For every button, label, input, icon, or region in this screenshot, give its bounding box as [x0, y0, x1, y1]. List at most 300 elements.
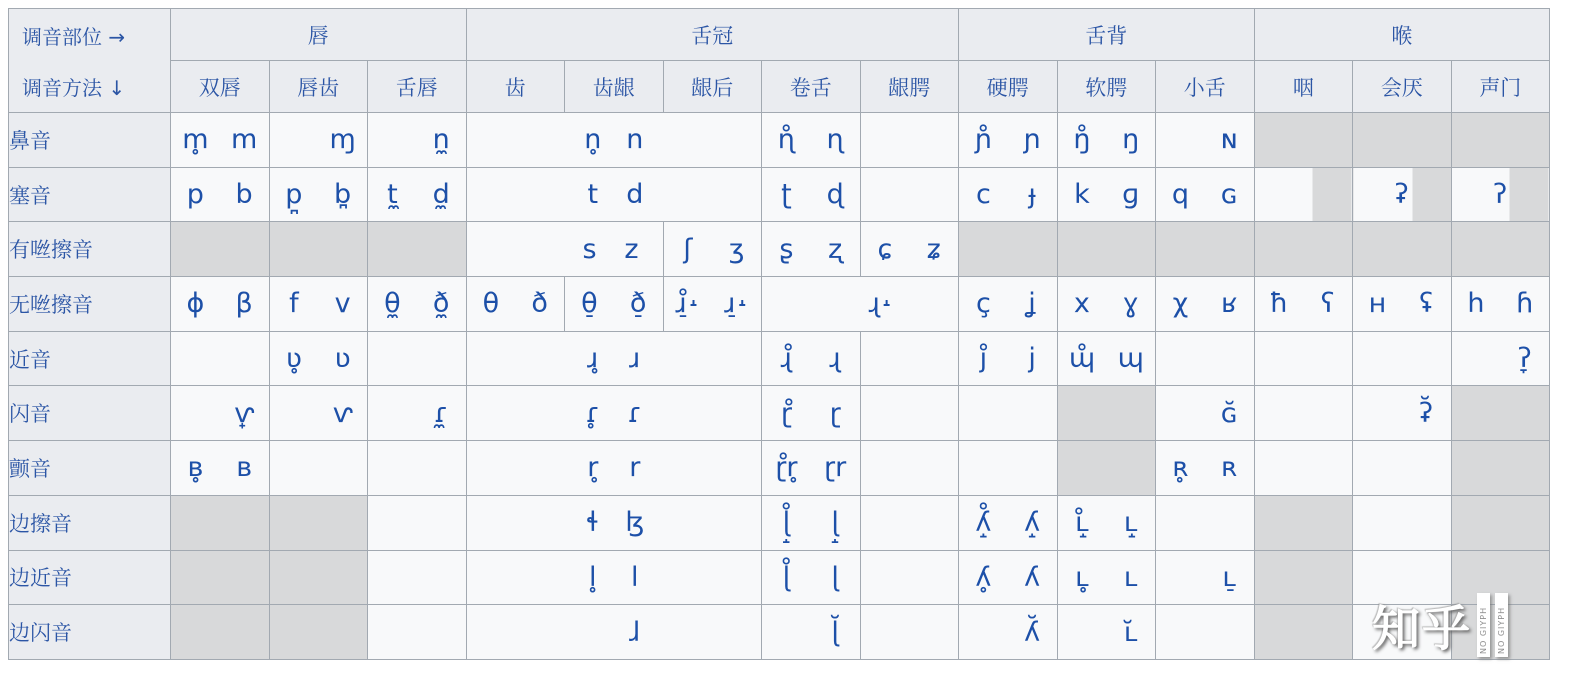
ipa-symbol[interactable]: f [289, 288, 299, 320]
ipa-symbol[interactable]: ɳ [826, 124, 844, 156]
ipa-symbol[interactable]: ʙ̥ [187, 452, 204, 484]
place-header [663, 61, 762, 113]
voiceless-slot [171, 124, 220, 155]
place-group-header [959, 9, 1255, 61]
voiced-slot [417, 398, 466, 429]
zhihu-logo-text: 知乎 [1372, 601, 1473, 657]
table-body [9, 113, 1550, 660]
ipa-symbol[interactable]: k [1074, 179, 1090, 210]
ipa-symbol[interactable]: ɳ̊ [777, 124, 796, 156]
ipa-symbol[interactable]: ð̠ [629, 288, 647, 320]
ipa-cell [171, 441, 270, 496]
voiceless-slot [270, 343, 319, 374]
ipa-symbol[interactable]: n̼ [432, 124, 450, 156]
ipa-symbol[interactable]: ɻ̊ [780, 343, 792, 375]
voiceless-slot [1156, 179, 1205, 210]
ipa-cell [466, 495, 762, 550]
ipa-cell [1156, 167, 1255, 222]
ipa-symbol[interactable]: ɴ [1220, 124, 1238, 156]
voiceless-slot [664, 234, 713, 265]
ipa-symbol[interactable]: β [235, 288, 253, 320]
ipa-symbol[interactable]: ʎ̆ [1024, 616, 1041, 648]
ipa-cell [368, 605, 467, 660]
voiceless-slot [861, 234, 910, 265]
ipa-symbol[interactable]: d̼ [432, 179, 450, 210]
voiceless-slot [959, 343, 1008, 374]
voiced-slot [1008, 507, 1057, 538]
voiceless-slot [1058, 507, 1107, 538]
ipa-symbol[interactable]: m̥ [182, 124, 209, 156]
ipa-symbol[interactable]: p [186, 179, 204, 210]
place-group-link[interactable]: 唇 [307, 23, 329, 48]
ipa-cell [171, 331, 270, 386]
ipa-cell [762, 277, 959, 332]
voiceless-slot [171, 179, 220, 210]
place-link[interactable]: 齿 [504, 75, 526, 100]
ipa-cell [860, 386, 959, 441]
ipa-cell [1254, 441, 1353, 496]
ipa-cell [368, 386, 467, 441]
ipa-cell [1156, 113, 1255, 168]
ipa-symbol[interactable]: ʋ̥ [285, 343, 302, 375]
ipa-cell [466, 386, 762, 441]
ipa-symbol[interactable]: b̪ [334, 179, 352, 210]
ipa-cell [466, 441, 762, 496]
ipa-cell [368, 222, 467, 277]
place-link[interactable]: 龈腭 [888, 75, 931, 100]
place-header [565, 61, 664, 113]
zhihu-watermark-strip-2: NO GIYPH [1495, 593, 1508, 657]
voiced-slot [1106, 124, 1155, 155]
ipa-symbol[interactable]: ɭ̝̊ [782, 507, 791, 539]
ipa-symbol[interactable]: ʋ [334, 343, 351, 375]
ipa-symbol[interactable]: ɹ̠̊˔ [675, 288, 701, 320]
ipa-symbol[interactable]: ʝ [1028, 288, 1037, 320]
ipa-cell [368, 277, 467, 332]
ipa-cell [1057, 441, 1156, 496]
ipa-symbol[interactable]: χ [1172, 288, 1189, 320]
ipa-symbol[interactable]: t [587, 179, 599, 210]
ipa-cell [762, 331, 861, 386]
manner-row [9, 113, 1550, 168]
ipa-symbol[interactable]: p̪ [285, 179, 303, 210]
ipa-symbol[interactable]: j [1028, 343, 1036, 375]
ipa-cell [762, 386, 861, 441]
ipa-symbol[interactable]: ɺ [629, 616, 641, 648]
ipa-symbol[interactable]: ʢ [1419, 288, 1434, 320]
ipa-cell [1353, 222, 1452, 277]
ipa-symbol[interactable]: d [626, 179, 644, 210]
place-group-header [171, 9, 467, 61]
ipa-symbol[interactable]: ʒ [728, 233, 745, 265]
ipa-cell [1156, 331, 1255, 386]
ipa-cell [368, 167, 467, 222]
ipa-symbol[interactable]: ɽ̊r̥ [775, 452, 798, 484]
voiced-slot [1106, 288, 1155, 319]
ipa-cell [1451, 277, 1550, 332]
voiceless-slot [762, 124, 811, 155]
ipa-symbol[interactable]: ʡ [1394, 179, 1409, 210]
ipa-symbol[interactable]: ʔ [1493, 179, 1508, 210]
place-header [269, 61, 368, 113]
ipa-cell [269, 386, 368, 441]
ipa-cell [1451, 386, 1550, 441]
ipa-symbol[interactable]: l [631, 561, 639, 593]
ipa-symbol[interactable]: ʐ [828, 233, 843, 265]
ipa-cell [1353, 495, 1452, 550]
voiced-slot [811, 398, 860, 429]
manner-link[interactable]: 边擦音 [9, 511, 72, 536]
ipa-symbol[interactable]: ɾ̼ [433, 397, 449, 429]
place-link[interactable]: 咽 [1292, 75, 1314, 100]
ipa-cell [171, 605, 270, 660]
place-group-link[interactable]: 喉 [1391, 23, 1413, 48]
ipa-cell [565, 277, 664, 332]
ipa-cell [762, 495, 861, 550]
voiceless-slot [1058, 562, 1107, 593]
ipa-cell [1451, 222, 1550, 277]
place-link[interactable]: 硬腭 [986, 75, 1029, 100]
ipa-symbol[interactable]: ɻ˔ [868, 288, 894, 320]
manner-row [9, 222, 1550, 277]
ipa-symbol[interactable]: ʜ [1368, 288, 1387, 320]
voiced-slot [318, 124, 367, 155]
voiced-slot [1106, 507, 1155, 538]
place-link[interactable]: 舌唇 [395, 75, 438, 100]
voiced-slot [1008, 288, 1057, 319]
ipa-symbol[interactable]: θ̼ [384, 288, 401, 320]
ipa-symbol[interactable]: q [1171, 179, 1189, 210]
manner-link[interactable]: 颤音 [9, 456, 51, 481]
ipa-cell [269, 167, 368, 222]
ipa-cell [860, 605, 959, 660]
ipa-cell [1254, 550, 1353, 605]
ipa-cell [171, 495, 270, 550]
ipa-symbol[interactable]: n [626, 124, 644, 156]
ipa-symbol[interactable]: ð [531, 288, 548, 320]
voiced-slot [811, 124, 860, 155]
voiced-slot [909, 234, 958, 265]
ipa-symbol[interactable]: ʟ̆ [1123, 616, 1138, 648]
voiced-slot [1008, 343, 1057, 374]
manner-row [9, 331, 1550, 386]
place-header [762, 61, 861, 113]
ipa-symbol[interactable]: ɾ̥ [585, 397, 600, 429]
ipa-symbol[interactable]: ʙ [236, 452, 252, 484]
ipa-consonant-table [8, 8, 1550, 660]
ipa-symbol[interactable]: ʂ [779, 233, 794, 265]
ipa-symbol[interactable]: ʃ [683, 233, 693, 265]
ipa-symbol[interactable]: v [334, 288, 351, 320]
voiceless-slot [270, 288, 319, 319]
ipa-cell [1353, 113, 1452, 168]
ipa-symbol[interactable]: h [1467, 288, 1485, 320]
manner-header [9, 550, 171, 605]
ipa-symbol[interactable]: ɬ [586, 507, 600, 539]
manner-link[interactable]: 近音 [9, 347, 51, 372]
ipa-symbol[interactable]: ɢ̆ [1220, 397, 1238, 429]
ipa-cell [762, 605, 861, 660]
ipa-symbol[interactable]: ɽ̊ [780, 397, 792, 429]
ipa-cell [959, 167, 1058, 222]
manner-link[interactable]: 有咝擦音 [9, 238, 93, 263]
ipa-cell [959, 277, 1058, 332]
place-link[interactable]: 唇齿 [297, 75, 340, 100]
ipa-symbol[interactable]: ʟ̥ [1075, 561, 1089, 593]
voiceless-slot [959, 562, 1008, 593]
ipa-cell [762, 441, 861, 496]
voiceless-slot [1058, 288, 1107, 319]
ipa-symbol[interactable]: ɽr [824, 452, 847, 484]
ipa-cell [1451, 441, 1550, 496]
ipa-cell [1156, 441, 1255, 496]
ipa-symbol[interactable]: ɭ̆ [831, 616, 839, 648]
place-group-link[interactable]: 舌背 [1085, 23, 1128, 48]
ipa-symbol[interactable]: ɣ [1122, 288, 1139, 320]
place-header [1353, 61, 1452, 113]
ipa-symbol[interactable]: ɡ [1122, 179, 1140, 210]
voiceless-slot [171, 288, 220, 319]
ipa-symbol[interactable]: ɭ̊ [782, 561, 791, 593]
ipa-cell [1254, 277, 1353, 332]
ipa-symbol[interactable]: ʔ̞ [1517, 343, 1532, 375]
ipa-cell [860, 167, 959, 222]
ipa-cell [171, 277, 270, 332]
ipa-symbol[interactable]: ɾ [627, 397, 642, 429]
ipa-symbol[interactable]: ʎ [1024, 561, 1041, 593]
ipa-cell [959, 331, 1058, 386]
ipa-cell [1156, 550, 1255, 605]
ipa-symbol[interactable]: m [230, 124, 258, 156]
voiced-slot [1008, 562, 1057, 593]
ipa-cell [1156, 222, 1255, 277]
place-group-header [466, 9, 959, 61]
manner-link[interactable]: 鼻音 [9, 128, 51, 153]
place-link[interactable]: 龈后 [691, 75, 734, 100]
voiced-slot [1402, 288, 1451, 319]
ipa-symbol[interactable]: ʎ̝ [1024, 507, 1041, 539]
ipa-cell [663, 277, 762, 332]
ipa-symbol[interactable]: ʀ [1221, 452, 1238, 484]
ipa-cell [1254, 605, 1353, 660]
ipa-symbol[interactable]: ⱱ̟ [234, 397, 255, 429]
ipa-cell [1156, 386, 1255, 441]
ipa-symbol[interactable]: x [1073, 288, 1090, 320]
voiceless-slot [1255, 288, 1304, 319]
manner-row [9, 550, 1550, 605]
ipa-symbol[interactable]: ɸ [186, 288, 205, 320]
ipa-cell [269, 277, 368, 332]
ipa-symbol[interactable]: ɰ [1117, 343, 1144, 375]
manner-header [9, 113, 171, 168]
ipa-cell [466, 550, 762, 605]
ipa-symbol[interactable]: ɮ [625, 507, 645, 539]
ipa-cell [959, 550, 1058, 605]
voiced-slot [1303, 288, 1352, 319]
ipa-symbol[interactable]: ɟ [1028, 179, 1036, 210]
ipa-cell [1057, 495, 1156, 550]
ipa-cell [269, 113, 368, 168]
ipa-cell [466, 222, 663, 277]
ipa-symbol[interactable]: ɽ [829, 397, 841, 429]
ipa-cell [1057, 167, 1156, 222]
voiced-slot [220, 452, 269, 483]
ipa-symbol[interactable]: ʕ [1320, 288, 1335, 320]
ipa-symbol[interactable]: ɢ [1220, 179, 1238, 210]
voiced-slot [811, 452, 860, 483]
ipa-symbol[interactable]: ʁ [1221, 288, 1238, 320]
ipa-symbol[interactable]: ŋ [1122, 124, 1140, 156]
voiced-slot [515, 288, 564, 319]
ipa-cell [1254, 113, 1353, 168]
voiced-slot [1106, 617, 1155, 648]
ipa-symbol[interactable]: ɖ [826, 179, 844, 210]
ipa-cell [1156, 277, 1255, 332]
voiceless-slot [1156, 288, 1205, 319]
ipa-symbol[interactable]: b [235, 179, 253, 210]
ipa-symbol[interactable]: ç [975, 288, 991, 320]
corner-header-text: 调音方法 ↓ [22, 75, 126, 100]
place-link[interactable]: 会厌 [1380, 75, 1423, 100]
voiced-slot [811, 179, 860, 210]
ipa-symbol[interactable]: t̼ [387, 179, 398, 210]
voiced-slot [1008, 124, 1057, 155]
voiced-slot [220, 124, 269, 155]
place-link[interactable]: 卷舌 [789, 75, 832, 100]
ipa-symbol[interactable]: ð̼ [432, 288, 450, 320]
ipa-symbol[interactable]: s [582, 233, 597, 265]
ipa-cell [860, 441, 959, 496]
ipa-symbol[interactable]: ʎ̥ [975, 561, 992, 593]
ipa-symbol[interactable]: ɹ̠˔ [724, 288, 749, 320]
manner-link[interactable]: 无咝擦音 [9, 292, 93, 317]
ipa-cell [1057, 386, 1156, 441]
ipa-symbol[interactable]: l̥ [589, 561, 597, 593]
place-link[interactable]: 声门 [1479, 75, 1522, 100]
ipa-symbol[interactable]: ʈ [781, 179, 792, 210]
manner-header [9, 386, 171, 441]
voiceless-slot [1156, 452, 1205, 483]
ipa-symbol[interactable]: ɲ̊ [974, 124, 993, 156]
place-header [1254, 61, 1353, 113]
ipa-symbol[interactable]: ɹ̥ [587, 343, 599, 375]
voiceless-slot [1058, 179, 1107, 210]
place-group-header [1254, 9, 1550, 61]
ipa-symbol[interactable]: ŋ̊ [1073, 124, 1091, 156]
manner-row [9, 605, 1550, 660]
manner-link[interactable]: 边闪音 [9, 621, 72, 646]
voiced-slot [318, 179, 367, 210]
place-header [368, 61, 467, 113]
ipa-symbol[interactable]: ɰ̊ [1068, 343, 1096, 375]
ipa-cell [466, 167, 762, 222]
ipa-symbol[interactable]: ɻ [829, 343, 841, 375]
ipa-symbol[interactable]: r [629, 452, 641, 484]
voiceless-slot [762, 452, 811, 483]
ipa-symbol[interactable]: ʟ̝̊ [1075, 507, 1089, 539]
manner-link[interactable]: 闪音 [9, 402, 51, 427]
place-group-link[interactable]: 舌冠 [691, 23, 734, 48]
ipa-cell [1254, 331, 1353, 386]
ipa-cell [171, 222, 270, 277]
ipa-symbol[interactable]: z [624, 233, 639, 265]
voiced-slot [220, 288, 269, 319]
manner-header [9, 605, 171, 660]
ipa-cell [171, 167, 270, 222]
place-link[interactable]: 齿龈 [592, 75, 635, 100]
ipa-symbol[interactable]: ɱ [329, 124, 356, 156]
ipa-symbol[interactable]: ʡ̆ [1419, 397, 1434, 429]
place-link[interactable]: 小舌 [1183, 75, 1226, 100]
ipa-symbol[interactable]: ɹ [629, 343, 641, 375]
ipa-symbol[interactable]: r̥ [587, 452, 599, 484]
ipa-symbol[interactable]: ʀ̥ [1172, 452, 1189, 484]
voiceless-slot [959, 179, 1008, 210]
ipa-cell [1156, 605, 1255, 660]
ipa-cell [1254, 167, 1353, 222]
place-link[interactable]: 软腭 [1085, 75, 1128, 100]
voiced-slot [417, 179, 466, 210]
ipa-symbol[interactable]: ɦ [1516, 288, 1534, 320]
manner-header [9, 331, 171, 386]
voiceless-slot [1452, 288, 1501, 319]
ipa-cell [860, 331, 959, 386]
ipa-symbol[interactable]: n̥ [584, 124, 602, 156]
ipa-symbol[interactable]: ⱱ [332, 397, 353, 429]
voiced-slot [1205, 452, 1254, 483]
ipa-symbol[interactable]: ʟ̠ [1222, 561, 1237, 593]
voiced-slot [417, 124, 466, 155]
ipa-symbol[interactable]: ɕ [877, 233, 893, 265]
ipa-symbol[interactable]: ɭ [831, 561, 839, 593]
ipa-cell [1057, 331, 1156, 386]
manner-row [9, 167, 1550, 222]
ipa-cell [1057, 550, 1156, 605]
ipa-symbol[interactable]: ʟ [1123, 561, 1138, 593]
place-header [1451, 61, 1550, 113]
voiced-slot [712, 288, 761, 319]
manner-link[interactable]: 边近音 [9, 566, 72, 591]
voiced-slot [1500, 343, 1549, 374]
ipa-cell [663, 222, 762, 277]
ipa-symbol[interactable]: c [975, 179, 991, 210]
ipa-symbol[interactable]: ʎ̝̊ [975, 507, 992, 539]
ipa-symbol[interactable]: ʟ̝ [1123, 507, 1138, 539]
place-header [959, 61, 1058, 113]
ipa-symbol[interactable]: ɲ [1023, 124, 1041, 156]
ipa-cell [1353, 441, 1452, 496]
ipa-cell [171, 113, 270, 168]
ipa-cell [269, 222, 368, 277]
ipa-symbol[interactable]: j̊ [979, 343, 988, 375]
ipa-symbol[interactable]: ʑ [926, 233, 941, 265]
ipa-cell [1057, 277, 1156, 332]
voiceless-slot [565, 288, 614, 319]
place-link[interactable]: 双唇 [198, 75, 241, 100]
manner-link[interactable]: 塞音 [9, 183, 51, 208]
manner-header [9, 277, 171, 332]
ipa-cell [368, 441, 467, 496]
voiceless-slot [467, 288, 516, 319]
ipa-symbol[interactable]: θ [482, 288, 500, 320]
ipa-symbol[interactable]: ɭ̝ [831, 507, 839, 539]
voiced-slot [1205, 124, 1254, 155]
ipa-symbol[interactable]: ħ [1269, 288, 1289, 320]
ipa-cell [171, 550, 270, 605]
ipa-symbol[interactable]: θ̠ [581, 288, 598, 320]
ipa-cell [1451, 113, 1550, 168]
ipa-cell [1254, 222, 1353, 277]
